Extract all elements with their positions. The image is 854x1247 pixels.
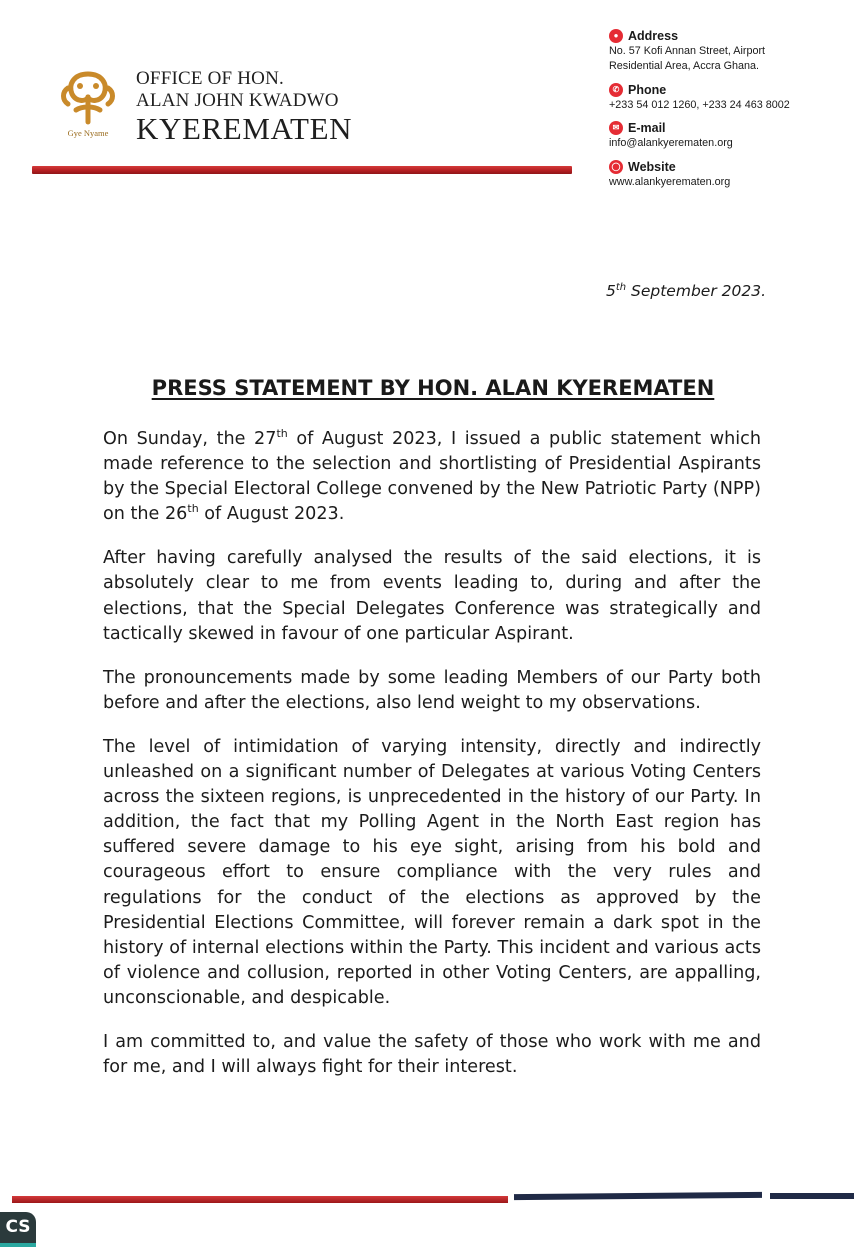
gye-nyame-logo — [46, 66, 130, 146]
date-day: 5 — [605, 282, 616, 301]
paragraph-1-part-a: On Sunday, the 27 — [103, 429, 277, 449]
footer-red-bar — [12, 1196, 508, 1203]
ordinal-suffix: th — [187, 502, 199, 516]
phone-value: +233 54 012 1260, +233 24 463 8002 — [609, 99, 790, 111]
paragraph-1-part-b: of August 2023, I issued a public statement which made reference to the selection and shortlisting of Presidential Aspirants by the Special Electoral College convened by the New Patriotic Party (NPP) on the 26 — [103, 429, 761, 525]
paragraph-3: The pronouncements made by some leading Members of our Party both before and after the elections, also lend weight to my observations. — [103, 667, 761, 713]
footer-navy-bar-end — [770, 1193, 854, 1199]
paragraph-1-part-c: of August 2023. — [198, 504, 345, 525]
header-divider-bar — [32, 166, 572, 174]
mail-icon: ✉ — [609, 121, 623, 135]
statement-body — [103, 427, 761, 1099]
contact-phone — [609, 82, 790, 113]
paragraph-4: The level of intimidation of varying intensity, directly and indirectly unleashed on a significant number of Delegates at various Voting Centers across the sixteen regions, is unprecedented in the history of our Party. In addition, the fact that my Polling Agent in the North East region has suffered severe damage to his eye sight, arising from his bold and courageous effort to ensure compliance with the very rules and regulations for the conduct of the elections as approved by the Presidential Elections Committee, will forever remain a dark spot in the history of internal elections within the Party. This incident and various acts of violence and collusion, reported in other Voting Centers, are appalling, unconscionable, and despicable. — [103, 736, 761, 1008]
letter-date — [606, 282, 766, 300]
date-day-suffix: th — [615, 282, 627, 293]
address-label: Address — [628, 29, 679, 43]
office-surname: KYEREMATEN — [136, 111, 353, 146]
paragraph-5: I am committed to, and value the safety of those who work with me and for me, and I will always fight for their interest. — [103, 1031, 761, 1078]
website-value: www.alankyerematen.org — [609, 176, 731, 188]
office-name-block — [136, 68, 352, 146]
location-pin-icon: ● — [609, 29, 623, 43]
email-value: info@alankyerematen.org — [609, 137, 733, 149]
ordinal-suffix: th — [276, 427, 288, 441]
address-line-1: No. 57 Kofi Annan Street, Airport — [609, 45, 766, 57]
paragraph-1 — [103, 427, 761, 527]
contact-email — [609, 120, 733, 151]
camscanner-badge: CS — [0, 1212, 36, 1247]
statement-title: PRESS STATEMENT BY HON. ALAN KYEREMATEN — [151, 376, 715, 400]
email-label: E-mail — [628, 121, 666, 135]
office-line-2: ALAN JOHN KWADWO — [136, 90, 339, 111]
footer-navy-bar — [514, 1192, 762, 1200]
date-rest: September 2023. — [626, 282, 766, 301]
gye-nyame-symbol-icon — [46, 66, 130, 128]
website-label: Website — [628, 160, 676, 174]
phone-label: Phone — [628, 83, 667, 97]
paragraph-2: After having carefully analysed the results of the said elections, it is absolutely clear to me from events leading to, during and after the elections, that the Special Delegates Conference was strategically and tactically skewed in favour of one particular Aspirant. — [103, 548, 761, 644]
phone-icon: ✆ — [609, 83, 623, 97]
contact-website — [609, 159, 730, 190]
contact-address — [609, 28, 765, 74]
office-line-1: OFFICE OF HON. — [136, 68, 284, 89]
logo-caption: Gye Nyame — [67, 128, 109, 138]
address-line-2: Residential Area, Accra Ghana. — [609, 60, 760, 72]
globe-icon: ◯ — [609, 160, 623, 174]
